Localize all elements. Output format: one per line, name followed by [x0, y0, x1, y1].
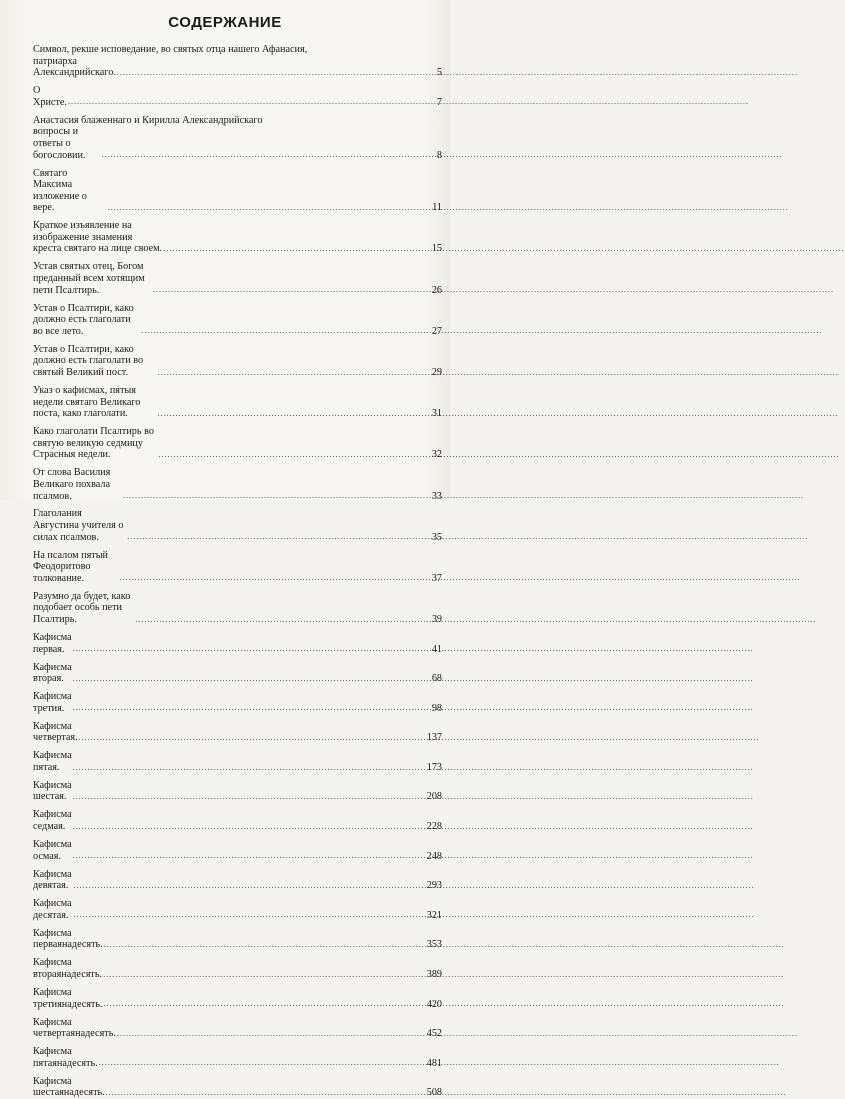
toc-entry [33, 1046, 442, 1069]
page-title: СОДЕРЖАНИЕ [168, 14, 282, 31]
toc-page-number: 35 [431, 531, 442, 543]
toc-page-number: 353 [426, 939, 442, 951]
toc-entry [33, 632, 442, 655]
dot-leader [99, 1058, 426, 1067]
toc-entry-title: Кафисма десятая. [33, 898, 72, 921]
toc-entry [33, 928, 442, 951]
toc-entry [33, 508, 442, 543]
toc-page-number: 420 [426, 998, 442, 1010]
toc-entry-line [33, 115, 442, 127]
toc-page-number: 452 [426, 1028, 442, 1040]
dot-leader [164, 244, 429, 253]
toc-entry [33, 467, 442, 502]
dot-leader [108, 203, 429, 212]
dot-leader [73, 792, 426, 801]
dot-leader [159, 450, 429, 459]
toc-page-number: 31 [431, 408, 442, 420]
dot-leader [73, 644, 429, 653]
toc-entry-title: вопросы и ответы о богословии. [33, 126, 86, 161]
toc-page-number: 173 [426, 761, 442, 773]
dot-leader [73, 703, 429, 712]
toc-page-number: 5 [436, 67, 442, 79]
toc-page-number: 37 [431, 572, 442, 584]
toc-entry-title: О Христе. [33, 85, 67, 108]
dot-leader [158, 409, 429, 418]
toc-page-number: 248 [426, 850, 442, 862]
toc-entry-title: Кафисма третиянадесять. [33, 986, 103, 1010]
toc-entry-title: На псалом пятый Феодоритово толкование. [33, 549, 108, 584]
toc-entry-title: Краткое изъявление на изображение знамения креста святаго на лице своем. [33, 220, 163, 255]
toc-entry [33, 85, 442, 108]
toc-page-number: 481 [426, 1057, 442, 1069]
dot-leader [73, 763, 426, 772]
toc-entry-title: Кафисма первая. [33, 632, 72, 655]
dot-leader [117, 1029, 426, 1038]
toc-entry-title: Кафисма четвертая. [33, 720, 78, 744]
toc-page-number: 68 [431, 673, 442, 685]
toc-entry-title: Како глаголати Псалтирь во святую великую седмицу Страсныя недели. [33, 426, 154, 461]
table-of-contents [33, 44, 442, 1099]
toc-entry [33, 839, 442, 862]
dot-leader [74, 910, 426, 919]
dot-leader [106, 1088, 426, 1097]
dot-leader [101, 150, 429, 159]
dot-leader [158, 368, 429, 377]
toc-entry-title: Указ о кафисмах, пятыя недели святаго Великаго поста, како глаголати. [33, 384, 141, 420]
dot-leader [104, 999, 426, 1008]
toc-page-number: 32 [431, 449, 442, 461]
toc-entry-title: Кафисма третия. [33, 691, 72, 714]
toc-page-number: 228 [426, 821, 442, 833]
toc-entry-title: патриарха Александрийскаго. [33, 55, 116, 79]
toc-entry-title: Кафисма пятаянадесять. [33, 1046, 98, 1069]
toc-entry-title: Кафисма втораянадесять. [33, 957, 103, 980]
toc-entry [33, 1017, 442, 1040]
toc-entry [33, 869, 442, 892]
dot-leader [73, 674, 429, 683]
toc-page-number: 508 [426, 1087, 442, 1099]
dot-leader [103, 970, 426, 979]
toc-entry-title: Кафисма шестая. [33, 779, 72, 803]
toc-entry [33, 385, 442, 420]
dot-leader [153, 285, 429, 294]
toc-entry-title: Кафисма четвертаянадесять. [33, 1016, 116, 1040]
dot-leader [73, 822, 426, 831]
toc-entry [33, 261, 442, 296]
dot-leader [123, 491, 429, 500]
toc-entry-title: Кафисма вторая. [33, 661, 72, 685]
toc-page-number: 33 [431, 490, 442, 502]
dot-leader [141, 326, 429, 335]
toc-entry [33, 809, 442, 832]
toc-entry [33, 957, 442, 980]
toc-entry [33, 780, 442, 803]
toc-page-number: 27 [431, 325, 442, 337]
toc-entry-title: Кафисма перваянадесять. [33, 927, 103, 951]
toc-entry [33, 426, 442, 461]
toc-entry-title: Святаго Максима изложение о вере. [33, 167, 87, 214]
toc-entry-title: Кафисма осмая. [33, 839, 72, 862]
toc-entry [33, 691, 442, 714]
toc-entry [33, 1076, 442, 1099]
toc-entry-title: Анастасия блаженнаго и Кирилла Александрийскаго [33, 114, 263, 126]
dot-leader [79, 733, 426, 742]
dot-leader [127, 532, 429, 541]
toc-entry-title: Устав о Псалтири, како должно есть глаголати во святый Великий пост. [33, 343, 144, 378]
toc-entry-title: Глаголания Августина учителя о силах псалмов. [33, 508, 124, 543]
toc-page-number: 98 [431, 702, 442, 714]
dot-leader [117, 68, 429, 77]
toc-entry [33, 550, 442, 585]
toc-page-number: 293 [426, 880, 442, 892]
toc-entry-title: Разумно да будет, како подобает особь пети Псалтирь. [33, 590, 131, 626]
toc-entry-title: Кафисма седмая. [33, 809, 72, 833]
toc-entry-title: Кафисма пятая. [33, 750, 72, 773]
toc-entry-title: Устав о Псалтири, како должно есть глаголати во все лето. [33, 302, 134, 337]
toc-entry [33, 750, 442, 773]
toc-page-number: 389 [426, 968, 442, 980]
toc-entry-title: От слова Василия Великаго похвала псалмов. [33, 467, 111, 502]
toc-entry [33, 56, 442, 79]
toc-page-number: 39 [431, 614, 442, 626]
dot-leader [74, 881, 426, 890]
dot-leader [120, 573, 429, 582]
toc-page-number: 321 [426, 909, 442, 921]
toc-page-number: 137 [426, 732, 442, 744]
toc-entry [33, 898, 442, 921]
toc-entry-title: Кафисма девятая. [33, 868, 72, 892]
toc-entry [33, 662, 442, 685]
toc-entry-title: Символ, рекше исповедание, во святых отца нашего Афанасия, [33, 44, 308, 55]
dot-leader [68, 97, 429, 106]
toc-page-number: 29 [431, 366, 442, 378]
toc-entry [33, 303, 442, 338]
dot-leader [73, 851, 426, 860]
toc-entry [33, 220, 442, 255]
toc-page-number: 8 [436, 149, 442, 161]
toc-entry [33, 987, 442, 1010]
toc-entry [33, 721, 442, 744]
toc-entry-line [33, 44, 442, 56]
toc-page-number: 41 [431, 643, 442, 655]
toc-entry [33, 591, 442, 626]
toc-entry [33, 126, 442, 161]
toc-page-number: 7 [436, 96, 442, 108]
toc-entry-title: Кафисма шестаянадесять. [33, 1075, 105, 1099]
toc-page-number: 11 [432, 202, 442, 214]
toc-entry-title: Устав святых отец, Богом преданный всем хотящим пети Псалтирь. [33, 261, 145, 296]
toc-page-number: 15 [431, 243, 442, 255]
dot-leader [135, 615, 429, 624]
dot-leader [104, 940, 426, 949]
toc-entry [33, 168, 442, 214]
toc-page-number: 208 [426, 791, 442, 803]
toc-entry [33, 344, 442, 379]
toc-page-number: 26 [431, 284, 442, 296]
